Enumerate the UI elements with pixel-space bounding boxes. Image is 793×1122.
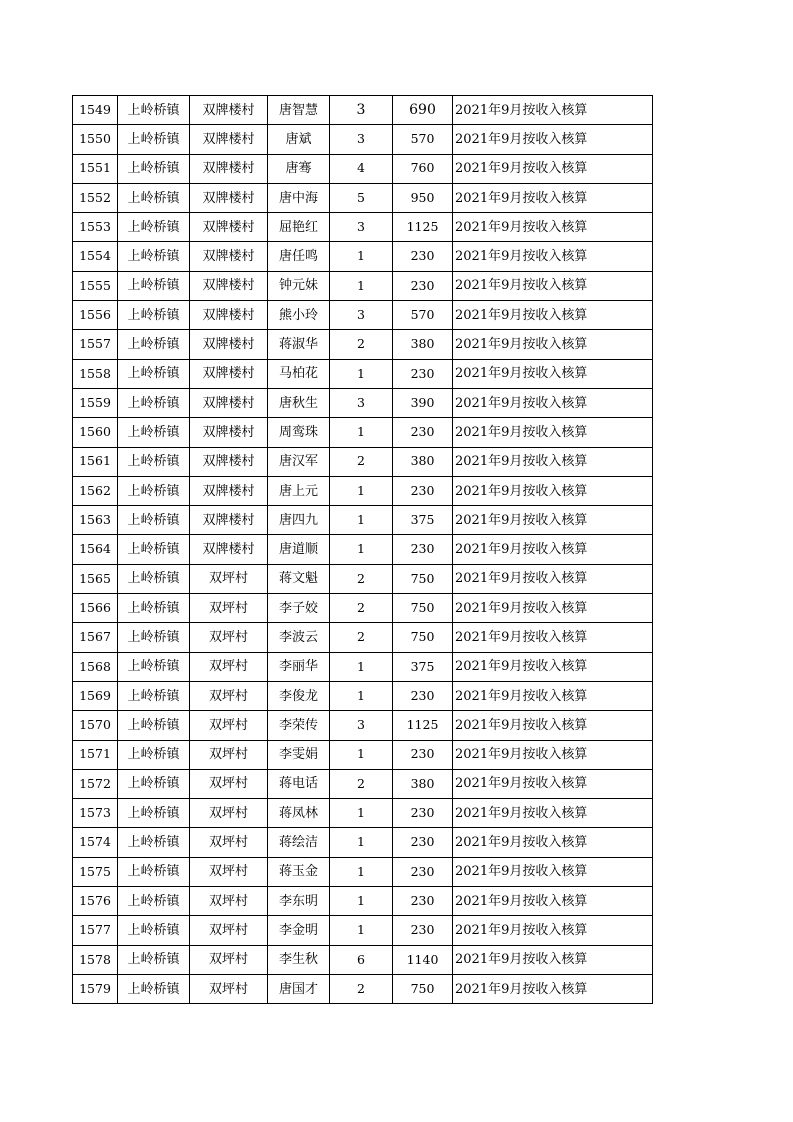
table-row — [73, 652, 653, 681]
table-row — [73, 96, 653, 125]
cell-amount: 375 — [393, 506, 453, 535]
cell-period-note: 2021年9月按收入核算 — [453, 681, 653, 710]
cell-name: 蒋玉金 — [268, 857, 330, 886]
cell-name: 蒋凤林 — [268, 799, 330, 828]
cell-household-count: 2 — [330, 447, 393, 476]
table-row — [73, 887, 653, 916]
table-row — [73, 359, 653, 388]
cell-village: 双牌楼村 — [190, 213, 268, 242]
cell-amount: 230 — [393, 242, 453, 271]
cell-name: 李东明 — [268, 887, 330, 916]
cell-household-count: 3 — [330, 213, 393, 242]
table-row — [73, 945, 653, 974]
table-row — [73, 535, 653, 564]
cell-amount: 1125 — [393, 213, 453, 242]
cell-period-note: 2021年9月按收入核算 — [453, 564, 653, 593]
cell-village: 双牌楼村 — [190, 242, 268, 271]
cell-period-note: 2021年9月按收入核算 — [453, 418, 653, 447]
cell-town: 上岭桥镇 — [118, 330, 190, 359]
cell-village: 双坪村 — [190, 711, 268, 740]
cell-household-count: 1 — [330, 681, 393, 710]
table-row — [73, 154, 653, 183]
cell-period-note: 2021年9月按收入核算 — [453, 974, 653, 1003]
cell-serial-number: 1549 — [73, 96, 118, 125]
cell-household-count: 1 — [330, 506, 393, 535]
cell-amount: 750 — [393, 594, 453, 623]
cell-name: 李生秋 — [268, 945, 330, 974]
table-row — [73, 623, 653, 652]
table-row — [73, 447, 653, 476]
cell-village: 双牌楼村 — [190, 506, 268, 535]
cell-village: 双坪村 — [190, 623, 268, 652]
cell-village: 双牌楼村 — [190, 535, 268, 564]
table-row — [73, 857, 653, 886]
table-row — [73, 476, 653, 505]
cell-household-count: 3 — [330, 711, 393, 740]
cell-serial-number: 1575 — [73, 857, 118, 886]
cell-period-note: 2021年9月按收入核算 — [453, 359, 653, 388]
cell-household-count: 1 — [330, 857, 393, 886]
cell-amount: 230 — [393, 476, 453, 505]
cell-period-note: 2021年9月按收入核算 — [453, 476, 653, 505]
cell-town: 上岭桥镇 — [118, 769, 190, 798]
cell-town: 上岭桥镇 — [118, 213, 190, 242]
table-row — [73, 330, 653, 359]
cell-amount: 380 — [393, 330, 453, 359]
cell-household-count: 4 — [330, 154, 393, 183]
cell-household-count: 1 — [330, 799, 393, 828]
cell-period-note: 2021年9月按收入核算 — [453, 301, 653, 330]
cell-serial-number: 1551 — [73, 154, 118, 183]
cell-amount: 230 — [393, 740, 453, 769]
cell-village: 双坪村 — [190, 945, 268, 974]
cell-village: 双坪村 — [190, 740, 268, 769]
cell-town: 上岭桥镇 — [118, 388, 190, 417]
cell-period-note: 2021年9月按收入核算 — [453, 857, 653, 886]
cell-household-count: 3 — [330, 388, 393, 417]
cell-village: 双坪村 — [190, 857, 268, 886]
cell-village: 双坪村 — [190, 594, 268, 623]
cell-town: 上岭桥镇 — [118, 916, 190, 945]
cell-town: 上岭桥镇 — [118, 564, 190, 593]
cell-serial-number: 1557 — [73, 330, 118, 359]
cell-amount: 760 — [393, 154, 453, 183]
cell-household-count: 1 — [330, 916, 393, 945]
table-row — [73, 974, 653, 1003]
cell-name: 唐汉军 — [268, 447, 330, 476]
cell-serial-number: 1554 — [73, 242, 118, 271]
table-row — [73, 828, 653, 857]
cell-town: 上岭桥镇 — [118, 359, 190, 388]
cell-town: 上岭桥镇 — [118, 476, 190, 505]
cell-name: 蒋文魁 — [268, 564, 330, 593]
cell-serial-number: 1561 — [73, 447, 118, 476]
cell-amount: 230 — [393, 828, 453, 857]
cell-town: 上岭桥镇 — [118, 301, 190, 330]
cell-name: 蒋淑华 — [268, 330, 330, 359]
cell-amount: 1140 — [393, 945, 453, 974]
cell-serial-number: 1550 — [73, 125, 118, 154]
cell-amount: 375 — [393, 652, 453, 681]
cell-serial-number: 1563 — [73, 506, 118, 535]
cell-amount: 1125 — [393, 711, 453, 740]
cell-period-note: 2021年9月按收入核算 — [453, 388, 653, 417]
cell-amount: 230 — [393, 681, 453, 710]
cell-name: 李荣传 — [268, 711, 330, 740]
cell-village: 双牌楼村 — [190, 183, 268, 212]
table-row — [73, 213, 653, 242]
cell-serial-number: 1556 — [73, 301, 118, 330]
cell-town: 上岭桥镇 — [118, 418, 190, 447]
cell-household-count: 2 — [330, 594, 393, 623]
cell-name: 李波云 — [268, 623, 330, 652]
table-row — [73, 769, 653, 798]
cell-period-note: 2021年9月按收入核算 — [453, 740, 653, 769]
cell-village: 双牌楼村 — [190, 330, 268, 359]
cell-name: 唐骞 — [268, 154, 330, 183]
cell-serial-number: 1553 — [73, 213, 118, 242]
table-row — [73, 594, 653, 623]
cell-town: 上岭桥镇 — [118, 740, 190, 769]
cell-town: 上岭桥镇 — [118, 945, 190, 974]
cell-household-count: 1 — [330, 740, 393, 769]
cell-serial-number: 1565 — [73, 564, 118, 593]
cell-village: 双牌楼村 — [190, 301, 268, 330]
cell-village: 双牌楼村 — [190, 125, 268, 154]
cell-serial-number: 1560 — [73, 418, 118, 447]
cell-name: 唐道顺 — [268, 535, 330, 564]
table-row — [73, 388, 653, 417]
table-row — [73, 183, 653, 212]
cell-name: 唐国才 — [268, 974, 330, 1003]
table-row — [73, 916, 653, 945]
cell-serial-number: 1558 — [73, 359, 118, 388]
cell-household-count: 1 — [330, 476, 393, 505]
cell-town: 上岭桥镇 — [118, 183, 190, 212]
cell-village: 双牌楼村 — [190, 154, 268, 183]
cell-name: 蒋电话 — [268, 769, 330, 798]
cell-period-note: 2021年9月按收入核算 — [453, 916, 653, 945]
cell-village: 双坪村 — [190, 564, 268, 593]
cell-name: 李丽华 — [268, 652, 330, 681]
cell-household-count: 5 — [330, 183, 393, 212]
cell-period-note: 2021年9月按收入核算 — [453, 183, 653, 212]
cell-serial-number: 1574 — [73, 828, 118, 857]
cell-town: 上岭桥镇 — [118, 652, 190, 681]
cell-amount: 390 — [393, 388, 453, 417]
cell-household-count: 1 — [330, 418, 393, 447]
cell-village: 双牌楼村 — [190, 271, 268, 300]
cell-amount: 230 — [393, 271, 453, 300]
cell-period-note: 2021年9月按收入核算 — [453, 242, 653, 271]
cell-period-note: 2021年9月按收入核算 — [453, 769, 653, 798]
cell-name: 熊小玲 — [268, 301, 330, 330]
cell-name: 唐秋生 — [268, 388, 330, 417]
cell-village: 双牌楼村 — [190, 476, 268, 505]
cell-amount: 230 — [393, 535, 453, 564]
cell-period-note: 2021年9月按收入核算 — [453, 330, 653, 359]
cell-household-count: 2 — [330, 623, 393, 652]
cell-name: 唐中海 — [268, 183, 330, 212]
cell-name: 钟元妹 — [268, 271, 330, 300]
cell-serial-number: 1572 — [73, 769, 118, 798]
cell-name: 唐任鸣 — [268, 242, 330, 271]
cell-name: 唐智慧 — [268, 96, 330, 125]
cell-village: 双牌楼村 — [190, 96, 268, 125]
cell-village: 双牌楼村 — [190, 388, 268, 417]
cell-period-note: 2021年9月按收入核算 — [453, 96, 653, 125]
cell-village: 双坪村 — [190, 974, 268, 1003]
cell-household-count: 1 — [330, 652, 393, 681]
cell-period-note: 2021年9月按收入核算 — [453, 652, 653, 681]
cell-village: 双坪村 — [190, 887, 268, 916]
cell-amount: 570 — [393, 125, 453, 154]
cell-village: 双坪村 — [190, 799, 268, 828]
cell-period-note: 2021年9月按收入核算 — [453, 213, 653, 242]
cell-amount: 750 — [393, 623, 453, 652]
cell-period-note: 2021年9月按收入核算 — [453, 887, 653, 916]
cell-household-count: 1 — [330, 242, 393, 271]
table-row — [73, 740, 653, 769]
cell-town: 上岭桥镇 — [118, 271, 190, 300]
cell-town: 上岭桥镇 — [118, 828, 190, 857]
cell-period-note: 2021年9月按收入核算 — [453, 271, 653, 300]
cell-town: 上岭桥镇 — [118, 799, 190, 828]
cell-town: 上岭桥镇 — [118, 623, 190, 652]
cell-period-note: 2021年9月按收入核算 — [453, 945, 653, 974]
cell-serial-number: 1568 — [73, 652, 118, 681]
cell-serial-number: 1566 — [73, 594, 118, 623]
cell-serial-number: 1573 — [73, 799, 118, 828]
cell-name: 蒋绘洁 — [268, 828, 330, 857]
cell-name: 李子姣 — [268, 594, 330, 623]
cell-name: 李金明 — [268, 916, 330, 945]
cell-household-count: 2 — [330, 564, 393, 593]
cell-period-note: 2021年9月按收入核算 — [453, 594, 653, 623]
cell-serial-number: 1555 — [73, 271, 118, 300]
cell-town: 上岭桥镇 — [118, 125, 190, 154]
cell-household-count: 6 — [330, 945, 393, 974]
table-row — [73, 564, 653, 593]
cell-village: 双坪村 — [190, 681, 268, 710]
cell-village: 双牌楼村 — [190, 447, 268, 476]
cell-amount: 380 — [393, 769, 453, 798]
cell-amount: 230 — [393, 799, 453, 828]
cell-town: 上岭桥镇 — [118, 974, 190, 1003]
cell-household-count: 1 — [330, 535, 393, 564]
cell-name: 唐斌 — [268, 125, 330, 154]
cell-household-count: 3 — [330, 96, 393, 125]
cell-town: 上岭桥镇 — [118, 154, 190, 183]
cell-town: 上岭桥镇 — [118, 96, 190, 125]
cell-town: 上岭桥镇 — [118, 681, 190, 710]
cell-village: 双牌楼村 — [190, 418, 268, 447]
cell-serial-number: 1552 — [73, 183, 118, 212]
cell-town: 上岭桥镇 — [118, 857, 190, 886]
cell-period-note: 2021年9月按收入核算 — [453, 447, 653, 476]
cell-period-note: 2021年9月按收入核算 — [453, 711, 653, 740]
table-row — [73, 799, 653, 828]
cell-name: 周鸾珠 — [268, 418, 330, 447]
cell-period-note: 2021年9月按收入核算 — [453, 535, 653, 564]
cell-serial-number: 1577 — [73, 916, 118, 945]
table-row — [73, 711, 653, 740]
cell-amount: 750 — [393, 974, 453, 1003]
cell-serial-number: 1562 — [73, 476, 118, 505]
cell-village: 双坪村 — [190, 769, 268, 798]
cell-town: 上岭桥镇 — [118, 242, 190, 271]
cell-town: 上岭桥镇 — [118, 506, 190, 535]
cell-village: 双坪村 — [190, 828, 268, 857]
cell-name: 唐四九 — [268, 506, 330, 535]
cell-amount: 230 — [393, 857, 453, 886]
cell-village: 双坪村 — [190, 652, 268, 681]
cell-amount: 950 — [393, 183, 453, 212]
cell-village: 双坪村 — [190, 916, 268, 945]
table-row — [73, 125, 653, 154]
cell-serial-number: 1578 — [73, 945, 118, 974]
cell-household-count: 1 — [330, 271, 393, 300]
cell-serial-number: 1567 — [73, 623, 118, 652]
cell-household-count: 1 — [330, 359, 393, 388]
data-table — [72, 95, 653, 1004]
cell-period-note: 2021年9月按收入核算 — [453, 125, 653, 154]
cell-period-note: 2021年9月按收入核算 — [453, 623, 653, 652]
cell-serial-number: 1576 — [73, 887, 118, 916]
cell-town: 上岭桥镇 — [118, 711, 190, 740]
table-row — [73, 301, 653, 330]
table-row — [73, 242, 653, 271]
cell-period-note: 2021年9月按收入核算 — [453, 799, 653, 828]
cell-household-count: 2 — [330, 974, 393, 1003]
cell-household-count: 1 — [330, 828, 393, 857]
cell-household-count: 2 — [330, 769, 393, 798]
cell-amount: 570 — [393, 301, 453, 330]
cell-household-count: 3 — [330, 125, 393, 154]
cell-serial-number: 1579 — [73, 974, 118, 1003]
cell-village: 双牌楼村 — [190, 359, 268, 388]
cell-serial-number: 1559 — [73, 388, 118, 417]
cell-name: 李俊龙 — [268, 681, 330, 710]
cell-household-count: 2 — [330, 330, 393, 359]
cell-amount: 230 — [393, 359, 453, 388]
cell-town: 上岭桥镇 — [118, 535, 190, 564]
cell-household-count: 1 — [330, 887, 393, 916]
table-row — [73, 681, 653, 710]
cell-period-note: 2021年9月按收入核算 — [453, 154, 653, 183]
cell-town: 上岭桥镇 — [118, 594, 190, 623]
table-row — [73, 271, 653, 300]
cell-period-note: 2021年9月按收入核算 — [453, 506, 653, 535]
cell-amount: 380 — [393, 447, 453, 476]
table-row — [73, 506, 653, 535]
cell-serial-number: 1569 — [73, 681, 118, 710]
cell-town: 上岭桥镇 — [118, 447, 190, 476]
cell-serial-number: 1571 — [73, 740, 118, 769]
cell-amount: 230 — [393, 916, 453, 945]
cell-name: 李雯娟 — [268, 740, 330, 769]
cell-serial-number: 1564 — [73, 535, 118, 564]
cell-amount: 230 — [393, 887, 453, 916]
cell-name: 马柏花 — [268, 359, 330, 388]
cell-amount: 690 — [393, 96, 453, 125]
cell-serial-number: 1570 — [73, 711, 118, 740]
cell-name: 唐上元 — [268, 476, 330, 505]
cell-household-count: 3 — [330, 301, 393, 330]
table-row — [73, 418, 653, 447]
cell-period-note: 2021年9月按收入核算 — [453, 828, 653, 857]
cell-amount: 230 — [393, 418, 453, 447]
cell-town: 上岭桥镇 — [118, 887, 190, 916]
cell-name: 屈艳红 — [268, 213, 330, 242]
cell-amount: 750 — [393, 564, 453, 593]
